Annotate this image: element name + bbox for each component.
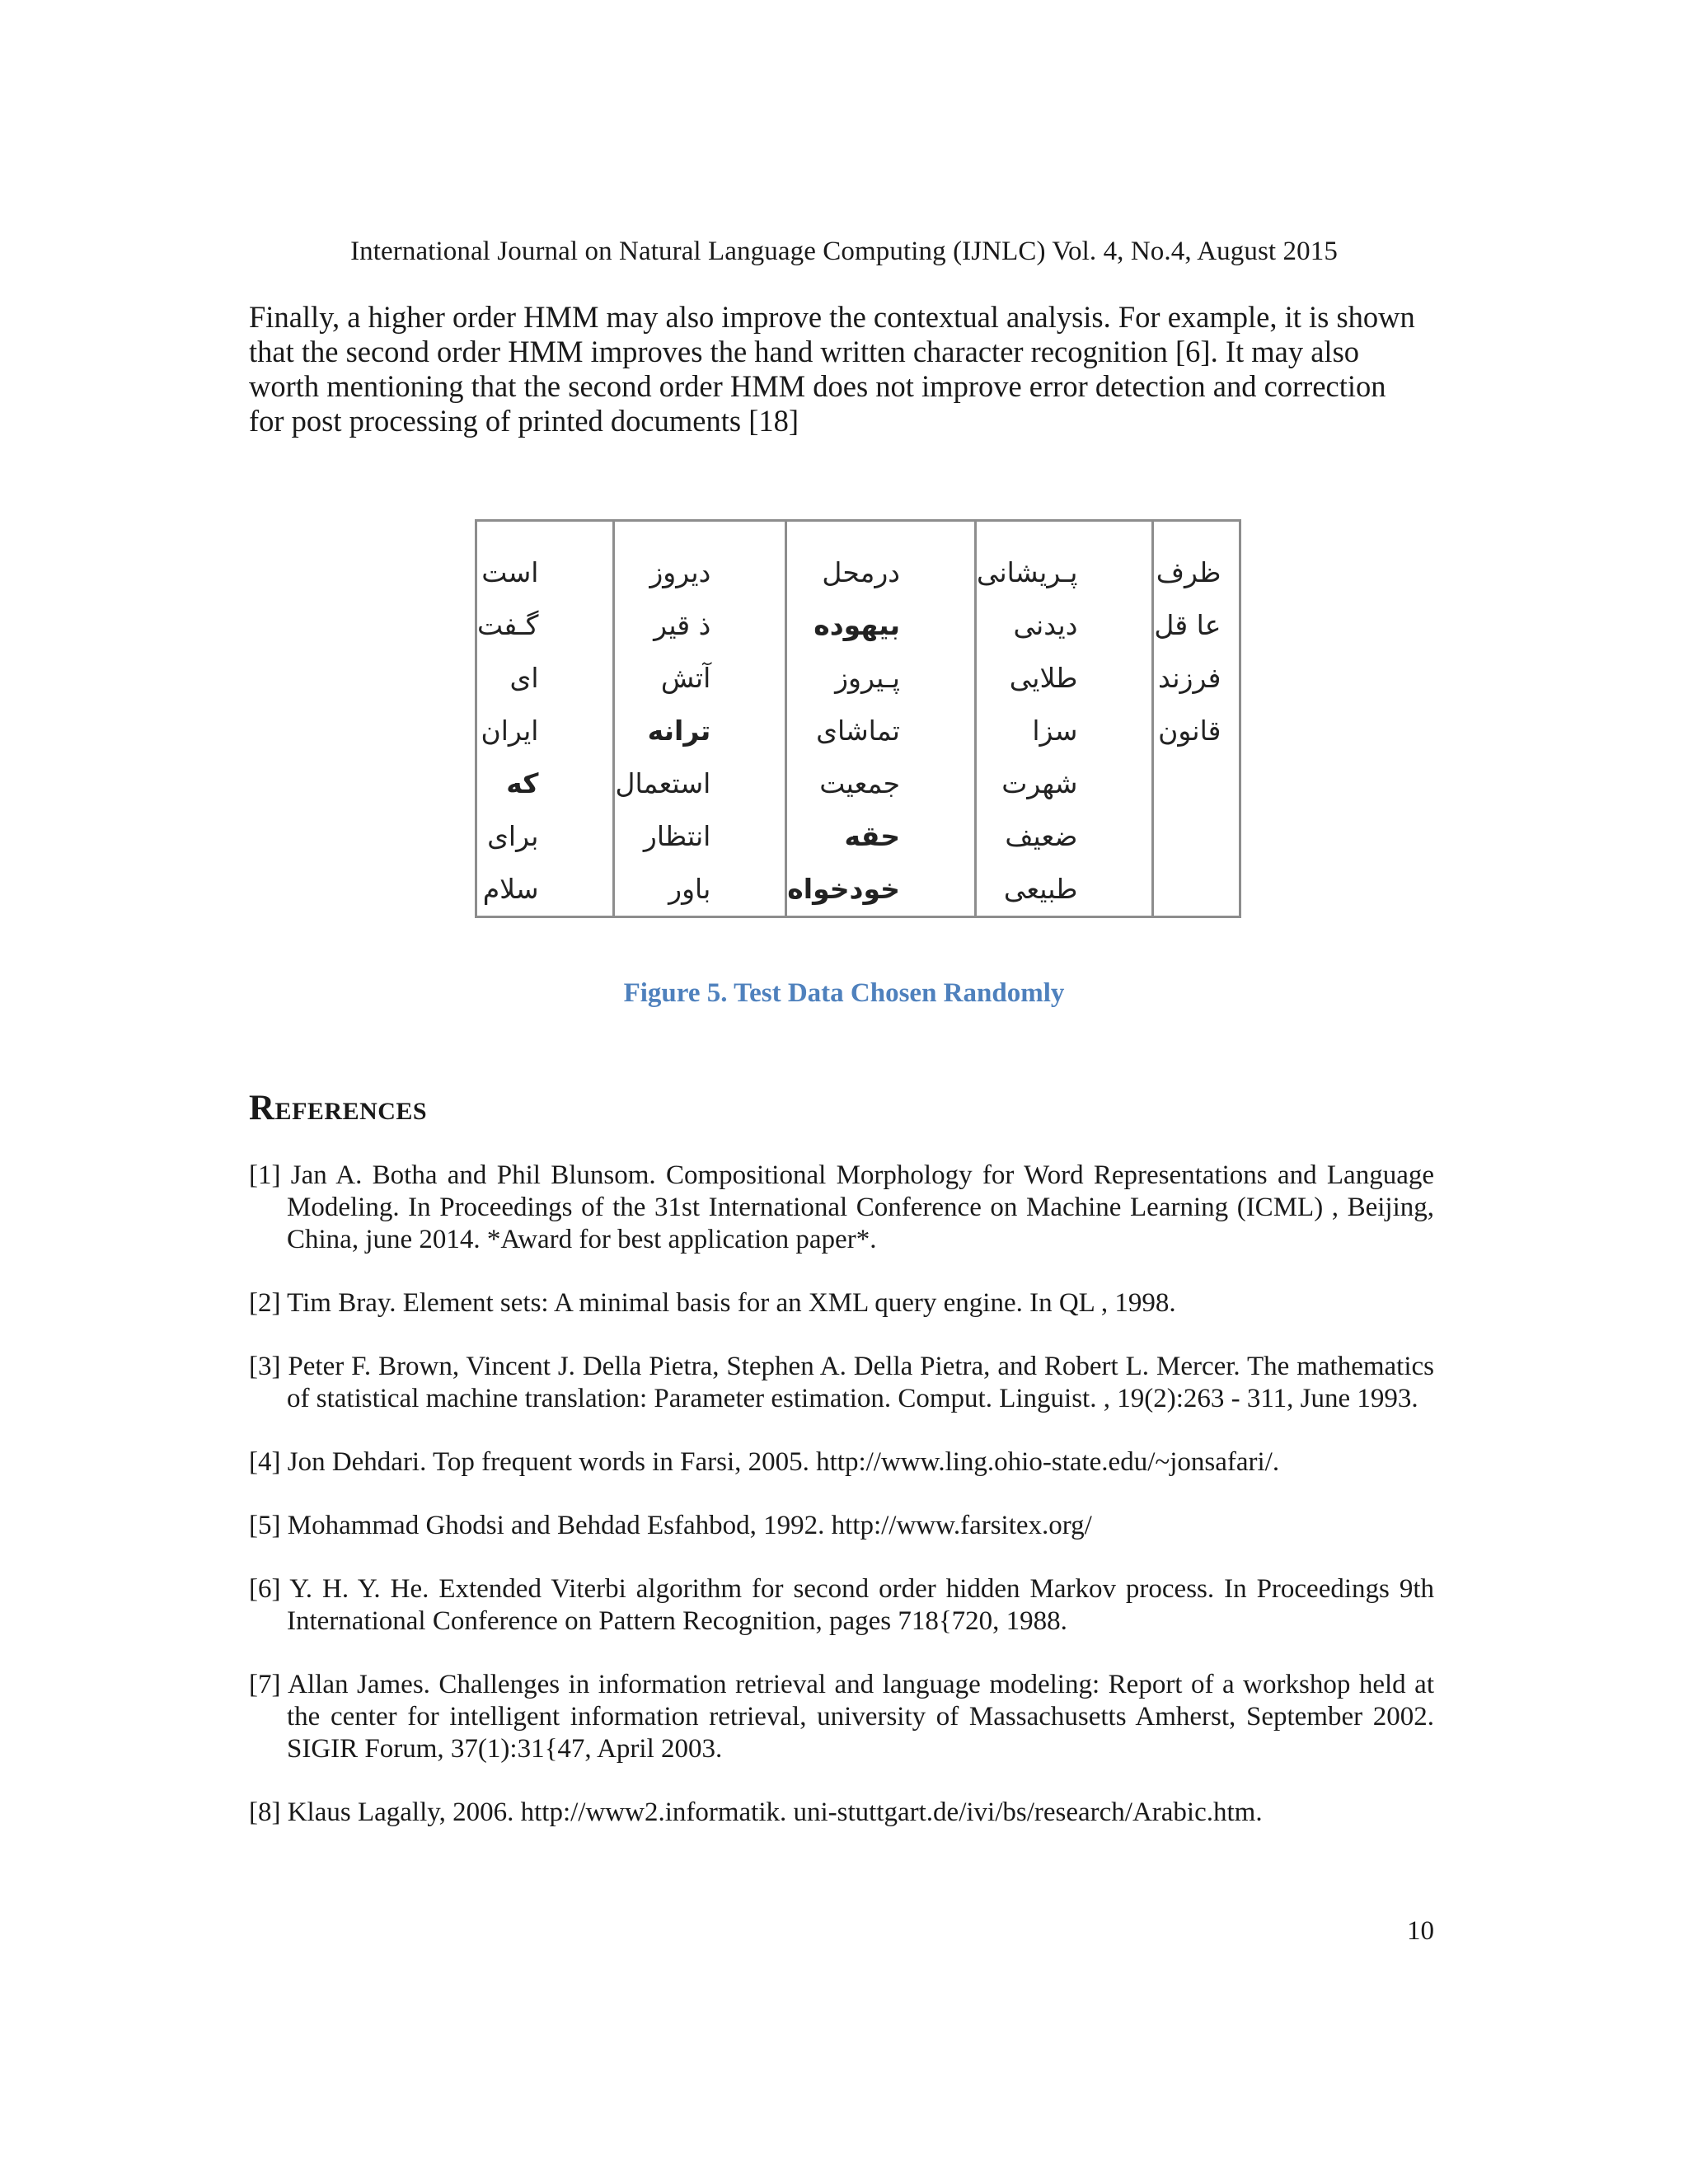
intro-line: that the second order HMM improves the hand written character recognition [6]. It may also [249,335,1360,368]
figure-word: انتظار [643,820,711,852]
figure-column [612,522,785,916]
figure-word: آتش [660,662,711,694]
figure-word: است [481,556,539,588]
figure-word: فرزند [1158,662,1221,694]
figure-caption: Figure 5. Test Data Chosen Randomly [623,978,1065,1008]
figure-word: حقه [844,820,900,852]
references-heading: References [249,1089,428,1127]
figure-word: طبیعی [1003,873,1078,905]
reference-item: [8] Klaus Lagally, 2006. http://www2.informatik. uni-stuttgart.de/ivi/bs/research/Arabic.htm. [249,1797,1263,1827]
figure-word: سلام [482,873,539,905]
reference-item: [5] Mohammad Ghodsi and Behdad Esfahbod, 1992. http://www.farsitex.org/ [249,1511,1092,1540]
figure-word: ظرف [1156,556,1221,588]
figure-word: تماشای [816,715,900,747]
running-header: International Journal on Natural Language Computing (IJNLC) Vol. 4, No.4, August 2015 [350,237,1338,266]
figure-word: ضعیف [1005,820,1078,852]
reference-item: [1] Jan A. Botha and Phil Blunsom. Compositional Morphology for Word Representations and Language Modeling. In Proceedings of the 31st International Conference on Machine Learning (ICML) , Beijing, China, june 2014. *Award for best application paper*. [249,1160,1434,1254]
reference-item: [7] Allan James. Challenges in information retrieval and language modeling: Report of a workshop held at the center for intelligent information retrieval, university of Massachusetts Amherst, September 2002. SIGIR Forum, 37(1):31{47, April 2003. [249,1670,1434,1764]
figure-word: سزا [1032,715,1078,747]
figure-column [477,522,612,916]
figure-word: گـفت [477,609,539,641]
figure-word: دیدنی [1013,609,1078,641]
figure-word: ذ قیر [654,609,711,641]
figure-word: ترانه [647,715,711,747]
figure-word: که [506,767,539,799]
intro-line: Finally, a higher order HMM may also improve the contextual analysis. For example, it is shown [249,300,1415,334]
references-list [249,1160,1434,1860]
figure-word: پـریشانی [976,556,1078,588]
figure-word: پـیروز [835,662,900,694]
reference-item: [4] Jon Dehdari. Top frequent words in Farsi, 2005. http://www.ling.ohio-state.edu/~jonsafari/. [249,1447,1280,1477]
figure-word: درمحل [822,556,900,588]
figure-word: استعمال [615,767,711,799]
figure-column [1151,522,1295,916]
figure-word: طلایی [1009,662,1078,694]
figure-word: بیهوده [814,609,900,641]
figure-word: شهرت [1001,767,1078,799]
figure-word: دیروز [649,556,711,588]
reference-item: [6] Y. H. Y. He. Extended Viterbi algorithm for second order hidden Markov process. In Proceedings 9th International Conference on Pattern Recognition, pages 718{720, 1988. [249,1574,1434,1636]
reference-item: [2] Tim Bray. Element sets: A minimal basis for an XML query engine. In QL , 1998. [249,1288,1176,1318]
figure-word: قانون [1158,715,1221,747]
figure-word: خودخواه [787,873,900,905]
figure-word: جمعیت [819,767,900,799]
page-number: 10 [1407,1916,1434,1946]
figure-word-table [475,519,1241,918]
reference-item: [3] Peter F. Brown, Vincent J. Della Pietra, Stephen A. Della Pietra, and Robert L. Mercer. The mathematics of statistical machine translation: Parameter estimation. Comput. Linguist. , 19(2):263 - 311, June 1993. [249,1352,1434,1413]
figure-column [785,522,974,916]
figure-column [974,522,1151,916]
figure-word: باور [668,873,711,905]
figure-word: برای [487,820,539,852]
intro-line: worth mentioning that the second order HMM does not improve error detection and correction [249,369,1386,403]
intro-paragraph [249,300,1436,438]
intro-line: for post processing of printed documents [18] [249,404,799,438]
figure-word: عا قل [1154,609,1221,641]
figure-word: ایران [481,715,539,747]
figure-word: ای [509,662,539,694]
